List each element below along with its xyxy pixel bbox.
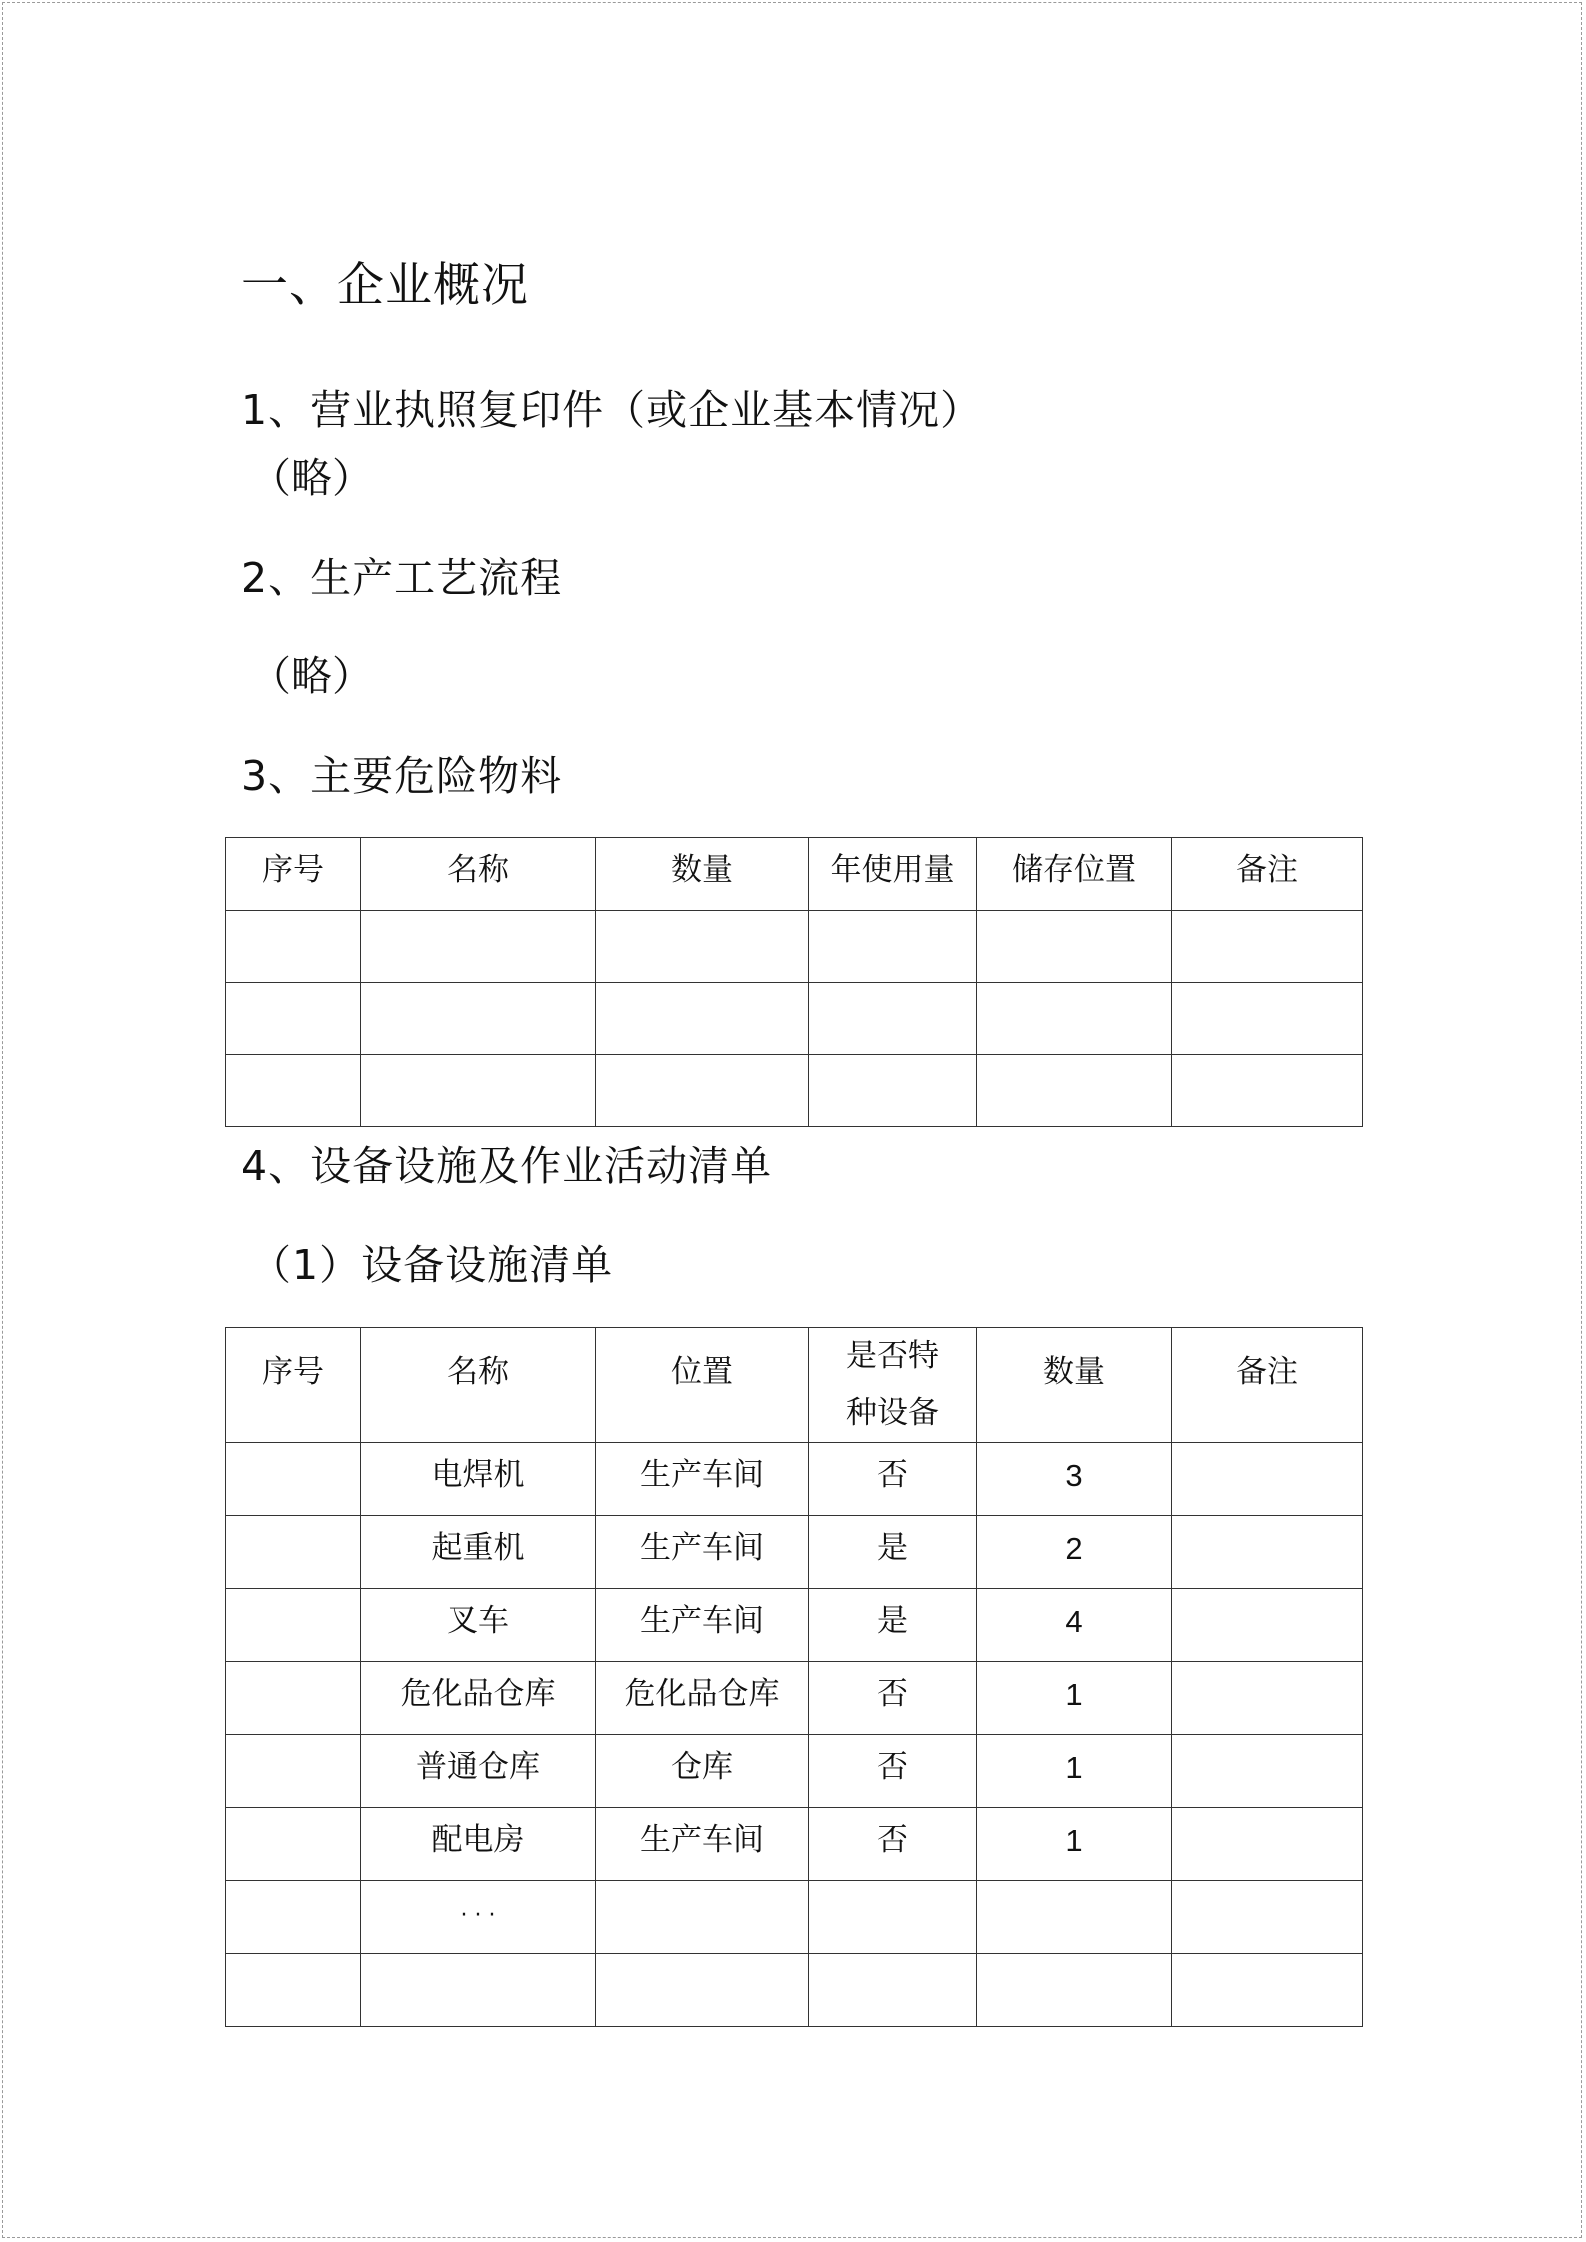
table-cell [809, 983, 977, 1055]
table-row [226, 1954, 1363, 2027]
table-cell [977, 911, 1172, 983]
table-row [226, 1881, 1363, 1954]
header-special-line1: 是否特 [846, 1338, 939, 1374]
table-cell: 生产车间 [596, 1443, 809, 1516]
table-cell: 普通仓库 [361, 1735, 596, 1808]
table-header-row [226, 1328, 1363, 1443]
table-cell: 4 [977, 1589, 1172, 1662]
table-cell [1172, 1443, 1363, 1516]
table-cell [1172, 1881, 1363, 1954]
header-cell: 序号 [226, 1328, 361, 1443]
header-cell: 名称 [361, 1328, 596, 1443]
table-row [226, 1589, 1363, 1662]
table-cell: 生产车间 [596, 1808, 809, 1881]
table-cell [361, 1954, 596, 2027]
table-row [226, 1516, 1363, 1589]
table-cell [226, 911, 361, 983]
table-cell [809, 1055, 977, 1127]
table-cell [977, 1055, 1172, 1127]
table-cell [226, 1516, 361, 1589]
table-cell: 否 [809, 1443, 977, 1516]
header-cell: 名称 [361, 838, 596, 911]
table-cell: 叉车 [361, 1589, 596, 1662]
table-cell: 1 [977, 1735, 1172, 1808]
header-special-line2: 种设备 [846, 1395, 939, 1431]
table-cell [1172, 1662, 1363, 1735]
table-cell [596, 911, 809, 983]
table-cell [977, 1954, 1172, 2027]
table-cell: 2 [977, 1516, 1172, 1589]
item1-note: （略） [250, 454, 373, 502]
header-cell: 序号 [226, 838, 361, 911]
table-cell: 1 [977, 1808, 1172, 1881]
table-cell [361, 911, 596, 983]
header-cell: 数量 [596, 838, 809, 911]
header-cell [809, 1328, 977, 1443]
table-cell [809, 1881, 977, 1954]
table-row [226, 1662, 1363, 1735]
table-cell [1172, 1954, 1363, 2027]
table-cell: 电焊机 [361, 1443, 596, 1516]
table-row [226, 1443, 1363, 1516]
table-cell [361, 1055, 596, 1127]
table-row [226, 1808, 1363, 1881]
table-cell [1172, 1055, 1363, 1127]
table-cell [361, 983, 596, 1055]
table-cell: 3 [977, 1443, 1172, 1516]
table-cell [1172, 1735, 1363, 1808]
table-cell: · · · [361, 1881, 596, 1954]
table-cell [1172, 1589, 1363, 1662]
equipment-facilities-table [225, 1327, 1363, 2027]
item4-heading: 4、设备设施及作业活动清单 [241, 1142, 773, 1190]
table-cell [226, 983, 361, 1055]
table-cell: 配电房 [361, 1808, 596, 1881]
table-cell [1172, 911, 1363, 983]
table-cell [226, 1735, 361, 1808]
table-cell [1172, 1516, 1363, 1589]
table-cell [226, 1954, 361, 2027]
table-row [226, 1735, 1363, 1808]
table-cell: 否 [809, 1735, 977, 1808]
table-cell [226, 1443, 361, 1516]
table-row [226, 911, 1363, 983]
item2-heading: 2、生产工艺流程 [241, 554, 563, 602]
table-cell [977, 983, 1172, 1055]
table-cell [226, 1808, 361, 1881]
item2-note: （略） [250, 652, 373, 700]
table-cell [809, 911, 977, 983]
header-cell: 备注 [1172, 1328, 1363, 1443]
table-cell [596, 1055, 809, 1127]
table-cell: 生产车间 [596, 1516, 809, 1589]
table-cell [596, 1881, 809, 1954]
table-cell [1172, 983, 1363, 1055]
header-cell: 位置 [596, 1328, 809, 1443]
table-cell: 生产车间 [596, 1589, 809, 1662]
item3-heading: 3、主要危险物料 [241, 752, 563, 800]
table-cell [1172, 1808, 1363, 1881]
table-cell: 是 [809, 1589, 977, 1662]
table-cell: 否 [809, 1662, 977, 1735]
table-cell: 1 [977, 1662, 1172, 1735]
table-cell [596, 983, 809, 1055]
table-cell: 仓库 [596, 1735, 809, 1808]
table-cell: 起重机 [361, 1516, 596, 1589]
table-cell [226, 1881, 361, 1954]
table-cell [226, 1662, 361, 1735]
header-cell: 数量 [977, 1328, 1172, 1443]
table-header-row [226, 838, 1363, 911]
header-cell: 储存位置 [977, 838, 1172, 911]
table-cell [226, 1589, 361, 1662]
item4-sub1-heading: （1）设备设施清单 [250, 1241, 614, 1289]
table-cell: 是 [809, 1516, 977, 1589]
table-cell [226, 1055, 361, 1127]
table-row [226, 1055, 1363, 1127]
table-cell [977, 1881, 1172, 1954]
item1-heading: 1、营业执照复印件（或企业基本情况） [241, 386, 983, 434]
table-cell [596, 1954, 809, 2027]
hazardous-materials-table [225, 837, 1363, 1127]
table-row [226, 983, 1363, 1055]
header-cell: 备注 [1172, 838, 1363, 911]
section-title: 一、企业概况 [241, 258, 529, 313]
table-cell: 危化品仓库 [361, 1662, 596, 1735]
table-cell [809, 1954, 977, 2027]
header-cell: 年使用量 [809, 838, 977, 911]
table-cell: 危化品仓库 [596, 1662, 809, 1735]
table-cell: 否 [809, 1808, 977, 1881]
